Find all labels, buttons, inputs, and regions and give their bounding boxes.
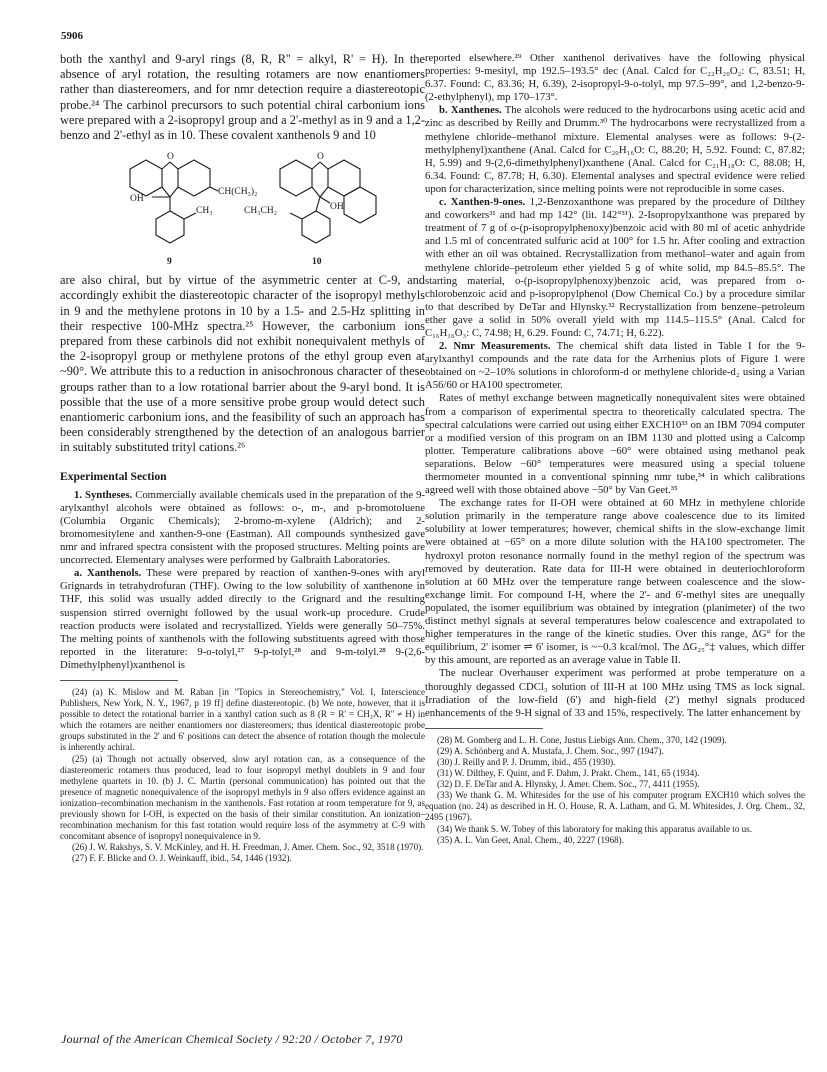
structure-10-drawing: [280, 160, 376, 243]
rates-paragraph: Rates of methyl exchange between magnetically nonequivalent sites were obtained from a comparison of experimental spectra to theoretically calculated spectra. The spectral calculations were carried out using either EXCH10³³ on an IBM 7094 computer or a modified version of this program on an IBM 1130 and plotted using a Calcomp plotter. Temperature calibrations above −60° were obtained using methanol peak separations. Below −60° temperatures were measured using a special toluene thermometer mounted in a conventional spinning nmr tube,³⁴ in which calibrations agreed well with those obtained above −50° by Van Geet.³⁵: [425, 392, 805, 497]
left-footnotes: [60, 687, 425, 865]
structure-9-ring-oxygen: O: [167, 152, 174, 163]
footnote-32: (32) D. F. DeTar and A. Hlynsky, J. Amer. Chem. Soc., 77, 4411 (1955).: [437, 779, 700, 790]
footnote-24: (24) (a) K. Mislow and M. Raban [in "Topics in Stereochemistry," Vol. I, Interscience Publishers, New York, N. Y., 1967, p 19 ff] define diastereotopic. (b) We note, however, that it is possible to detect the rotational barrier in a xanthyl cation such as 8 (R = R' = CH₃X, R'' ≠ H) in which the rotamers are neither enantiomers nor diastereomers; thus identical diastereotopic probe groups substituted in the 2' and 6' positions can detect the absence of rotation though the molecule is inherently achiral.: [60, 686, 425, 753]
xanthenones-paragraph: [425, 196, 805, 340]
footnote-28: (28) M. Gomberg and L. H. Cone, Justus Liebigs Ann. Chem., 370, 142 (1909).: [437, 734, 727, 745]
syntheses-text: Commercially available chemicals used in the preparation of the 9-arylxanthyl alcohols were obtained as follows: o-, m-, and p-bromotoluene (Columbia Organic Chemicals); 2-bromo-m-xylene (Aldrich); and 2-bromomesitylene and xanthen-9-one (Eastman). All compounds synthesized gave nmr and infrared spectra consistent with the proposed structures. Melting points are uncorrected. Elementary analyses were performed by Galbraith Laboratories.: [60, 488, 425, 567]
intro-paragraph: both the xanthyl and 9-aryl rings (8, R, R'' = alkyl, R' = H). In the absence of aryl rotation, the resulting rotamers are now enantiomers rather than diastereomers, and for nmr detection require a diastereotopic probe.²⁴ The carbinol precursors to such potential chiral carbonium ions were prepared with a 2-isopropyl group and a 2'-methyl as in 9 and a 1,2-benzo and 2'-ethyl as in 10. These covalent xanthenols 9 and 10: [60, 52, 425, 143]
footnote-31: (31) W. Dilthey, F. Quint, and F. Dahm, J. Prakt. Chem., 141, 65 (1934).: [437, 768, 700, 779]
xanthenols-paragraph: [60, 567, 425, 672]
footnote-34: (34) We thank S. W. Tobey of this laboratory for making this apparatus available to us.: [437, 823, 752, 834]
xanthenones-heading: c. Xanthen-9-ones.: [439, 196, 526, 209]
structure-9-isopropyl-label: CH(CH₃)₂: [218, 187, 258, 198]
journal-footer: Journal of the American Chemical Society / 92:20 / October 7, 1970: [61, 1032, 403, 1046]
xanthenes-text: The alcohols were reduced to the hydrocarbons using acetic acid and zinc as described by Reilly and Drumm.³⁰ The hydrocarbons were recrystallized from a methylene chloride–methanol mixture. Elemental analyses were as follows: 9-(2-methylphenyl)xanthene (Anal. Calcd for C₂₀H₁₆O: C, 88.20; H, 5.92. Found: C, 87.82; H, 5.99) and 9-(2,6-dimethylphenyl)xanthene (Anal. Calcd for C₂₁H₁₈O: C, 88.08; H, 6.34. Found: C, 87.78; H, 6.30). Elemental analyses and spectral evidence were relied upon for characterization, since melting points were not reproducible in some cases.: [425, 104, 805, 195]
footnote-30: (30) J. Reilly and P. J. Drumm, ibid., 455 (1930).: [437, 756, 616, 767]
nmr-heading: 2. Nmr Measurements.: [439, 340, 551, 353]
xanthenes-paragraph: [425, 104, 805, 196]
footnote-27: (27) F. F. Blicke and O. J. Weinkauff, ibid., 54, 1446 (1932).: [72, 853, 292, 864]
right-footnotes: [425, 735, 805, 846]
structure-9-oh-label: OH: [130, 194, 144, 205]
overhauser-paragraph: The nuclear Overhauser experiment was performed at probe temperature on a thoroughly degassed CDCl₃ solution of III-H at 100 MHz using TMS as lock signal. Irradiation of the low-field (6') and high-field (2') methyl signals produced enhancements of the 9-H signal of 33 and 15%, respectively. The latter enhancement by: [425, 667, 805, 719]
opening-paragraph: reported elsewhere.²⁹ Other xanthenol derivatives have the following physical properties: 9-mesityl, mp 192.5–193.5° dec (Anal. Calcd for C₂₂H₂₀O₂: C, 83.51; H, 6.37. Found: C, 83.36; H, 6.39), 2-isopropyl-9-o-tolyl, mp 97.5–99°, and 1,2-benzo-9-(2-ethylphenyl), mp 170–173°.: [425, 52, 805, 104]
xanthenols-text: These were prepared by reaction of xanthen-9-ones with aryl Grignards in tetrahydrofuran (THF). Owing to the low solubility of xanthenone in THF, this solid was usually added directly to the Grignard and the resulting suspension stirred overnight followed by the usual work-up procedure. Crude reaction products were isolated and recrystallized. Yields were generally 50–75%. The melting points of xanthenols with the following substituents agreed with those reported in the literature: 9-o-tolyl,²⁷ 9-p-tolyl,²⁸ and 9-m-tolyl.²⁸ 9-(2,6-Dimethylphenyl)xanthenol is: [60, 567, 425, 671]
structure-9-methyl-label: CH₃: [196, 206, 213, 217]
structures-drawing: [90, 147, 390, 269]
footnote-divider-right: [425, 728, 543, 729]
page-number: 5906: [61, 30, 83, 42]
structure-10-oh-label: OH: [330, 202, 344, 213]
experimental-section-heading: Experimental Section: [60, 469, 167, 483]
footnote-33: (33) We thank G. M. Whitesides for the use of his computer program EXCH10 which solves the equation (no. 24) as described in H. O. House, R. A. Latham, and G. M. Whitesides, J. Org. Chem., 32, 2495 (1967).: [425, 790, 805, 823]
footnote-25: (25) (a) Though not actually observed, slow aryl rotation can, as a consequence of the diastereomeric rotamers thus produced, lead to four isopropyl methyl doublets in 9 and four methylene quartets in 10. (b) J. C. Martin (personal communication) has pointed out that the presence of magnetic nonequivalence of the isopropyl methyls in 9 also offers evidence against an ionization–recombination mechanism in the xanthenols. Fast rotation at room temperature for 9, as previously shown for I-OH, is expected on the basis of their similar constitution. An ionization–recombination mechanism for this fast rotation would require loss of the asymmetry at C-9 with concomitant absence of isopropyl nonequivalence in 9.: [60, 753, 425, 842]
structure-10-label: 10: [312, 257, 322, 268]
structure-10-ring-oxygen: O: [317, 152, 324, 163]
continuation-paragraph: are also chiral, but by virtue of the asymmetric center at C-9, and accordingly exhibit the diastereotopic character of the isopropyl methyls in 9 and the methylene protons in 10 by a 1.5- and 2.5-Hz splitting in their respective 100-MHz spectra.²⁵ However, the carbonium ions prepared from these carbinols did not exhibit nonequivalent methyls of the 2-isopropyl group or methylene protons of the ethyl group even at ~90°. We attribute this to a reduction in anisochronous character of these groups rather than to a low rotational barrier about the 9-aryl bond. It is possible that the use of a more sensitive probe group would detect such enantiomeric carbonium ions, and the feasibility of such an approach has been considerably strengthened by the detection of an analogous barrier in suitably substituted trityl cations.²⁶: [60, 273, 425, 455]
chemical-structures: [60, 147, 425, 269]
left-column: [60, 52, 425, 864]
xanthenes-heading: b. Xanthenes.: [439, 104, 502, 117]
footnote-35: (35) A. L. Van Geet, Anal. Chem., 40, 2227 (1968).: [437, 834, 624, 845]
xanthenols-heading: a. Xanthenols.: [74, 567, 142, 580]
footnote-29: (29) A. Schönberg and A. Mustafa, J. Chem. Soc., 997 (1947).: [437, 745, 664, 756]
exchange-paragraph: The exchange rates for II-OH were obtained at 60 MHz in methylene chloride solution primarily in the temperature range above coalescence due to its limited solubility at lower temperatures; however, chemical shifts in the slow-exchange limit were obtained at −65° on a more dilute solution with the HA100 spectrometer. The hydroxyl proton resonance normally found in the methyl region of the spectrum was removed by deuteration. Rate data for III-H were obtained in deuteriochloroform solution at 60 MHz over the temperature range between coalescence and the slow-exchange limit. For compound I-H, where the 2'- and 6'-methyl sites are unequally populated, the isomer equilibrium was obtained by integration (planimeter) of the two distinct methyl signals at several temperatures below coalescence and extrapolated to higher temperatures in the range of the kinetic studies. Over this range, ΔG° for the equilibrium, 2' isomer ⇌ 6' isomer, is ~−0.3 kcal/mol. The ΔG₂₅°‡ values, which differ by this amount, are reported as an average value in Table II.: [425, 497, 805, 667]
nmr-text: The chemical shift data listed in Table I for the 9-arylxanthyl compounds and the rate data for the Arrhenius plots of Figure 1 were obtained on ~2–10% solutions in chloroform-d or methylene chloride-d₂ using a Varian A56/60 or HA100 spectrometer.: [425, 340, 805, 392]
structure-9-label: 9: [167, 257, 172, 268]
right-column: [425, 52, 805, 846]
footnote-26: (26) J. W. Rakshys, S. V. McKinley, and H. H. Freedman, J. Amer. Chem. Soc., 92, 3518 (1970).: [72, 842, 424, 853]
syntheses-paragraph: [60, 489, 425, 568]
syntheses-heading: 1. Syntheses.: [74, 488, 133, 501]
footnote-divider: [60, 680, 178, 681]
structure-10-ethyl-label: CH₃CH₂: [244, 206, 278, 217]
xanthenones-text: 1,2-Benzoxanthone was prepared by the procedure of Dilthey and coworkers³¹ and had mp 142° (lit. 142°³¹). 2-Isopropylxanthone was prepared by treatment of 7 g of o-(p-isopropylphenoxy)benzoic acid with 80 ml of acetic anhydride and 1.5 ml of concentrated sulfuric acid at 100° for 1.5 hr. After cooling and extraction with ether an oil was obtained. Recrystallization from methanol–water and again from methylene chloride–petroleum ether yielded 5 g of white solid, mp 84.5–85.5°. The starting material, o-(p-isopropylphenoxy)benzoic acid, was prepared from o-chlorobenzoic acid and p-isopropylphenol (Dow Chemical Co.) by a procedure similar to that described by DeTar and Hlynsky.³² Recrystallization from benzene–petroleum ether gave a solid in 50% overall yield with mp 114.5–115.5° (Anal. Calcd for C₁₆H₁₆O₃: C, 74.98; H, 6.29. Found: C, 74.71; H, 6.22).: [425, 196, 805, 339]
nmr-paragraph: [425, 340, 805, 392]
